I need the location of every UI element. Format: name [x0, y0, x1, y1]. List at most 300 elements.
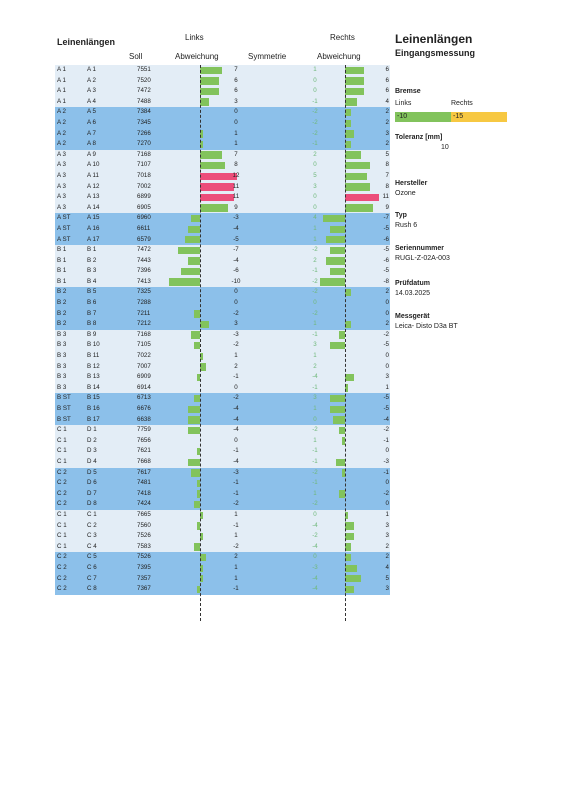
soll-cell: 7367 — [137, 585, 151, 593]
soll-cell: 6905 — [137, 203, 151, 211]
table-row — [55, 521, 390, 532]
right-deviation-cell: -1 — [383, 468, 389, 476]
group-cell: B ST — [57, 415, 71, 423]
line-cell: A 6 — [87, 118, 96, 126]
right-deviation-cell: 0 — [385, 447, 389, 455]
symmetry-cell: -4 — [312, 542, 318, 550]
left-deviation-cell: 1 — [234, 563, 238, 571]
table-row — [55, 97, 390, 108]
table-row — [55, 76, 390, 87]
symmetry-cell: 0 — [313, 203, 317, 211]
header-abweichung-left: Abweichung — [175, 52, 219, 61]
soll-cell: 7266 — [137, 129, 151, 137]
table-row — [55, 436, 390, 447]
soll-cell: 7621 — [137, 447, 151, 455]
right-deviation-cell: 2 — [385, 553, 389, 561]
left-deviation-cell: -2 — [233, 341, 239, 349]
group-cell: B 3 — [57, 362, 67, 370]
right-deviation-cell: 5 — [385, 150, 389, 158]
soll-cell: 6909 — [137, 373, 151, 381]
group-cell: B 3 — [57, 341, 67, 349]
table-row — [55, 404, 390, 415]
left-deviation-cell: -3 — [233, 468, 239, 476]
typ-label: Typ — [395, 212, 407, 219]
group-cell: A 2 — [57, 140, 66, 148]
table-row — [55, 415, 390, 426]
line-cell: A 16 — [87, 224, 100, 232]
table-row — [55, 139, 390, 150]
line-cell: C 8 — [87, 585, 97, 593]
left-deviation-cell: 1 — [234, 510, 238, 518]
line-cell: A 12 — [87, 182, 100, 190]
line-cell: A 15 — [87, 214, 100, 222]
toleranz-label: Toleranz [mm] — [395, 134, 443, 141]
line-cell: C 2 — [87, 521, 97, 529]
symmetry-cell: -2 — [312, 468, 318, 476]
line-cell: A 11 — [87, 171, 99, 179]
right-deviation-cell: 9 — [385, 203, 389, 211]
group-cell: C 1 — [57, 426, 67, 434]
group-cell: A 3 — [57, 193, 66, 201]
table-row — [55, 330, 390, 341]
bremse-rechts-label: Rechts — [451, 100, 473, 107]
left-deviation-cell: -4 — [233, 224, 239, 232]
right-deviation-cell: 3 — [385, 373, 389, 381]
line-cell: B 17 — [87, 415, 100, 423]
table-row — [55, 542, 390, 553]
right-deviation-bar — [345, 204, 373, 211]
bremse-links-label: Links — [395, 100, 412, 107]
left-deviation-cell: -1 — [233, 489, 239, 497]
left-deviation-cell: 0 — [234, 288, 238, 296]
soll-cell: 7668 — [137, 457, 151, 465]
soll-cell: 7481 — [137, 479, 151, 487]
group-cell: B 2 — [57, 309, 67, 317]
table-body — [55, 65, 390, 595]
symmetry-cell: -2 — [312, 288, 318, 296]
line-cell: B 6 — [87, 299, 97, 307]
soll-cell: 7526 — [137, 553, 151, 561]
seriennummer-label: Seriennummer — [395, 245, 445, 252]
soll-cell: 7488 — [137, 97, 151, 105]
group-cell: C 1 — [57, 447, 67, 455]
left-deviation-cell: -4 — [233, 426, 239, 434]
pruefdatum-label: Prüfdatum — [395, 280, 430, 287]
table-row — [55, 298, 390, 309]
right-deviation-bar — [345, 162, 370, 169]
soll-cell: 7211 — [137, 309, 151, 317]
symmetry-cell: -1 — [312, 97, 318, 105]
right-deviation-bar — [345, 67, 364, 74]
group-cell: A 2 — [57, 118, 66, 126]
group-cell: A 2 — [57, 129, 66, 137]
right-deviation-cell: 8 — [385, 182, 389, 190]
table-row — [55, 245, 390, 256]
line-cell: D 8 — [87, 500, 97, 508]
right-deviation-cell: -2 — [383, 489, 389, 497]
right-deviation-bar — [345, 77, 364, 84]
symmetry-cell: 0 — [313, 76, 317, 84]
symmetry-cell: -2 — [312, 532, 318, 540]
line-cell: C 7 — [87, 574, 97, 582]
left-deviation-cell: 2 — [234, 553, 238, 561]
hersteller-label: Hersteller — [395, 180, 428, 187]
right-deviation-cell: 5 — [385, 574, 389, 582]
line-length-table — [55, 35, 390, 595]
group-cell: C 2 — [57, 479, 67, 487]
right-deviation-cell: 1 — [385, 510, 389, 518]
left-deviation-cell: 12 — [232, 171, 240, 179]
line-cell: A 13 — [87, 193, 100, 201]
symmetry-cell: 3 — [313, 341, 317, 349]
group-cell: B 2 — [57, 299, 67, 307]
right-deviation-bar — [345, 130, 354, 137]
line-cell: B 5 — [87, 288, 97, 296]
right-deviation-cell: -5 — [383, 246, 389, 254]
group-cell: A 2 — [57, 108, 66, 116]
typ-value: Rush 6 — [395, 222, 418, 229]
line-cell: B 14 — [87, 383, 100, 391]
right-deviation-cell: 6 — [385, 76, 389, 84]
table-row — [55, 372, 390, 383]
soll-cell: 6579 — [137, 235, 151, 243]
line-cell: C 4 — [87, 542, 97, 550]
left-deviation-cell: 6 — [234, 87, 238, 95]
right-deviation-cell: 2 — [385, 288, 389, 296]
left-deviation-bar — [200, 321, 209, 328]
group-cell: B 1 — [57, 256, 67, 264]
line-cell: B 13 — [87, 373, 100, 381]
table-row — [55, 457, 390, 468]
group-cell: B 1 — [57, 267, 67, 275]
right-deviation-cell: 3 — [385, 521, 389, 529]
right-deviation-cell: -5 — [383, 267, 389, 275]
line-cell: B 3 — [87, 267, 97, 275]
table-row — [55, 319, 390, 330]
symmetry-cell: -2 — [312, 129, 318, 137]
left-deviation-bar — [200, 67, 222, 74]
right-deviation-bar — [330, 406, 346, 413]
right-deviation-cell: -3 — [383, 457, 389, 465]
table-row — [55, 160, 390, 171]
line-cell: C 1 — [87, 510, 97, 518]
table-row — [55, 574, 390, 585]
symmetry-cell: -1 — [312, 457, 318, 465]
right-deviation-cell: 3 — [385, 532, 389, 540]
left-deviation-bar — [188, 427, 200, 434]
line-cell: A 2 — [87, 76, 96, 84]
left-deviation-cell: 0 — [234, 118, 238, 126]
right-deviation-cell: 0 — [385, 309, 389, 317]
right-deviation-bar — [345, 98, 357, 105]
soll-cell: 7212 — [137, 320, 151, 328]
table-row — [55, 86, 390, 97]
soll-cell: 7526 — [137, 532, 151, 540]
line-cell: B 10 — [87, 341, 100, 349]
table-row — [55, 266, 390, 277]
line-cell: A 8 — [87, 140, 96, 148]
right-deviation-cell: -2 — [383, 426, 389, 434]
group-cell: A 3 — [57, 150, 66, 158]
group-cell: C 1 — [57, 436, 67, 444]
line-cell: B 15 — [87, 394, 100, 402]
left-deviation-cell: -4 — [233, 405, 239, 412]
table-row — [55, 182, 390, 193]
line-cell: A 14 — [87, 203, 100, 211]
soll-cell: 7384 — [137, 108, 151, 116]
table-row — [55, 107, 390, 118]
symmetry-cell: -1 — [312, 383, 318, 391]
right-deviation-cell: -5 — [383, 394, 389, 402]
soll-cell: 6638 — [137, 415, 151, 423]
right-deviation-bar — [330, 342, 346, 349]
table-row — [55, 489, 390, 500]
left-deviation-cell: 9 — [234, 203, 238, 211]
line-cell: B 7 — [87, 309, 97, 317]
group-cell: A 3 — [57, 171, 66, 179]
symmetry-cell: 1 — [313, 436, 317, 444]
symmetry-cell: -2 — [312, 277, 318, 285]
left-deviation-cell: 3 — [234, 97, 238, 105]
group-cell: B 3 — [57, 352, 67, 360]
symmetry-cell: 1 — [313, 235, 317, 243]
line-cell: B 11 — [87, 352, 100, 360]
bremse-links-value: -10 — [397, 113, 408, 120]
right-deviation-cell: 2 — [385, 542, 389, 550]
left-deviation-cell: -10 — [231, 277, 241, 285]
left-deviation-bar — [181, 268, 200, 275]
table-row — [55, 362, 390, 373]
table-row — [55, 171, 390, 182]
right-deviation-bar — [345, 586, 354, 593]
right-deviation-bar — [345, 522, 354, 529]
right-deviation-cell: 2 — [385, 108, 389, 116]
table-row — [55, 531, 390, 542]
left-deviation-bar — [185, 236, 201, 243]
group-cell: A 3 — [57, 182, 66, 190]
soll-cell: 7424 — [137, 500, 151, 508]
group-cell: A ST — [57, 214, 71, 222]
table-row — [55, 150, 390, 161]
line-cell: A 3 — [87, 87, 96, 95]
group-cell: B 1 — [57, 277, 67, 285]
line-cell: A 10 — [87, 161, 100, 169]
table-row — [55, 129, 390, 140]
bremse-rechts-value: -15 — [453, 113, 464, 120]
left-deviation-bar — [200, 98, 209, 105]
group-cell: C 2 — [57, 585, 67, 593]
left-deviation-cell: 0 — [234, 299, 238, 307]
symmetry-cell: -1 — [312, 140, 318, 148]
left-deviation-cell: -1 — [233, 447, 239, 455]
table-row — [55, 510, 390, 521]
symmetry-cell: 2 — [313, 256, 317, 264]
left-deviation-cell: -6 — [233, 267, 239, 275]
right-deviation-cell: -6 — [383, 256, 389, 264]
symmetry-cell: 0 — [313, 553, 317, 561]
left-deviation-bar — [178, 247, 200, 254]
group-cell: C 1 — [57, 510, 67, 518]
panel-subtitle: Eingangsmessung — [395, 48, 476, 58]
right-deviation-bar — [345, 173, 367, 180]
right-deviation-cell: 0 — [385, 352, 389, 360]
right-deviation-cell: -4 — [383, 415, 389, 423]
right-deviation-cell: 0 — [385, 362, 389, 370]
symmetry-cell: 0 — [313, 299, 317, 307]
symmetry-cell: 3 — [313, 182, 317, 190]
soll-cell: 7759 — [137, 426, 151, 434]
right-deviation-bar — [330, 395, 346, 402]
line-cell: A 17 — [87, 235, 100, 243]
symmetry-cell: -4 — [312, 585, 318, 593]
group-cell: A 1 — [57, 66, 66, 73]
right-deviation-cell: -6 — [383, 235, 389, 243]
soll-cell: 7560 — [137, 521, 151, 529]
bremse-values — [395, 112, 507, 122]
soll-cell: 7325 — [137, 288, 151, 296]
soll-cell: 7551 — [137, 66, 151, 73]
group-cell: B 3 — [57, 373, 67, 381]
group-cell: C 1 — [57, 521, 67, 529]
symmetry-cell: 2 — [313, 150, 317, 158]
soll-cell: 7168 — [137, 150, 151, 158]
table-row — [55, 213, 390, 224]
right-deviation-bar — [330, 268, 346, 275]
left-deviation-bar — [200, 204, 228, 211]
left-deviation-cell: 3 — [234, 320, 238, 328]
left-deviation-cell: -4 — [233, 457, 239, 465]
header-links: Links — [185, 33, 204, 42]
left-deviation-cell: -1 — [233, 521, 239, 529]
left-deviation-cell: 0 — [234, 108, 238, 116]
symmetry-cell: -2 — [312, 500, 318, 508]
soll-cell: 6899 — [137, 193, 151, 201]
soll-cell: 7002 — [137, 182, 151, 190]
left-deviation-cell: -7 — [233, 246, 239, 254]
pruefdatum-value: 14.03.2025 — [395, 290, 431, 297]
line-cell: D 4 — [87, 457, 97, 465]
group-cell: B 1 — [57, 246, 67, 254]
symmetry-cell: 0 — [313, 415, 317, 423]
line-cell: A 1 — [87, 66, 96, 73]
right-deviation-bar — [345, 575, 361, 582]
soll-cell: 7007 — [137, 362, 151, 370]
group-cell: A 1 — [57, 97, 66, 105]
group-cell: A 1 — [57, 76, 66, 84]
soll-cell: 7105 — [137, 341, 151, 349]
bremse-links-cell — [395, 112, 451, 122]
right-deviation-cell: 1 — [385, 383, 389, 391]
left-deviation-bar — [188, 406, 200, 413]
symmetry-cell: 2 — [313, 362, 317, 370]
left-deviation-cell: -3 — [233, 330, 239, 338]
right-deviation-bar — [326, 257, 345, 264]
group-cell: C 1 — [57, 532, 67, 540]
table-row — [55, 584, 390, 595]
bremse-rechts-cell — [451, 112, 507, 122]
right-deviation-cell: -1 — [383, 436, 389, 444]
soll-cell: 7443 — [137, 256, 151, 264]
line-cell: B 16 — [87, 405, 100, 412]
group-cell: C 1 — [57, 542, 67, 550]
line-cell: D 5 — [87, 468, 97, 476]
table-row — [55, 563, 390, 574]
right-deviation-cell: 0 — [385, 299, 389, 307]
right-deviation-cell: -7 — [383, 214, 389, 222]
right-deviation-bar — [323, 215, 345, 222]
right-deviation-bar — [320, 278, 345, 285]
table-row — [55, 277, 390, 288]
line-cell: C 5 — [87, 553, 97, 561]
symmetry-cell: 1 — [313, 405, 317, 412]
symmetry-cell: -2 — [312, 246, 318, 254]
table-row — [55, 235, 390, 246]
table-row — [55, 309, 390, 320]
messgeraet-label: Messgerät — [395, 313, 430, 320]
right-deviation-cell: 11 — [382, 193, 389, 201]
right-deviation-bar — [345, 194, 379, 201]
info-panel — [395, 32, 555, 330]
right-deviation-cell: -5 — [383, 224, 389, 232]
left-deviation-cell: -2 — [233, 394, 239, 402]
group-cell: A 3 — [57, 203, 66, 211]
group-cell: B ST — [57, 394, 71, 402]
line-cell: B 9 — [87, 330, 97, 338]
left-deviation-cell: 1 — [234, 352, 238, 360]
soll-cell: 7270 — [137, 140, 151, 148]
left-deviation-bar — [200, 162, 225, 169]
group-cell: B 3 — [57, 383, 67, 391]
soll-cell: 7357 — [137, 574, 151, 582]
right-deviation-bar — [345, 374, 354, 381]
right-deviation-cell: 0 — [385, 479, 389, 487]
symmetry-cell: -2 — [312, 309, 318, 317]
soll-cell: 6960 — [137, 214, 151, 222]
right-deviation-cell: -5 — [383, 341, 389, 349]
soll-cell: 7107 — [137, 161, 151, 169]
left-zero-line — [200, 65, 201, 621]
table-row — [55, 393, 390, 404]
right-deviation-cell: 0 — [385, 500, 389, 508]
right-deviation-cell: 2 — [385, 118, 389, 126]
line-cell: A 4 — [87, 97, 96, 105]
table-row — [55, 499, 390, 510]
messgeraet-value: Leica- Disto D3a BT — [395, 323, 458, 330]
line-cell: D 7 — [87, 489, 97, 497]
soll-cell: 7345 — [137, 118, 151, 126]
group-cell: B 2 — [57, 320, 67, 328]
left-deviation-cell: -4 — [233, 415, 239, 423]
right-deviation-cell: 8 — [385, 161, 389, 169]
right-deviation-cell: -8 — [383, 277, 389, 285]
soll-cell: 7395 — [137, 563, 151, 571]
table-row — [55, 192, 390, 203]
symmetry-cell: 5 — [313, 171, 317, 179]
symmetry-cell: 3 — [313, 394, 317, 402]
soll-cell: 6914 — [137, 383, 151, 391]
line-cell: B 2 — [87, 256, 97, 264]
left-deviation-bar — [188, 257, 200, 264]
table-row — [55, 468, 390, 479]
right-deviation-bar — [336, 459, 345, 466]
symmetry-cell: -2 — [312, 108, 318, 116]
group-cell: C 2 — [57, 553, 67, 561]
table-header — [55, 35, 390, 65]
soll-cell: 7288 — [137, 299, 151, 307]
symmetry-cell: 1 — [313, 320, 317, 328]
table-row — [55, 425, 390, 436]
soll-cell: 6611 — [137, 224, 151, 232]
